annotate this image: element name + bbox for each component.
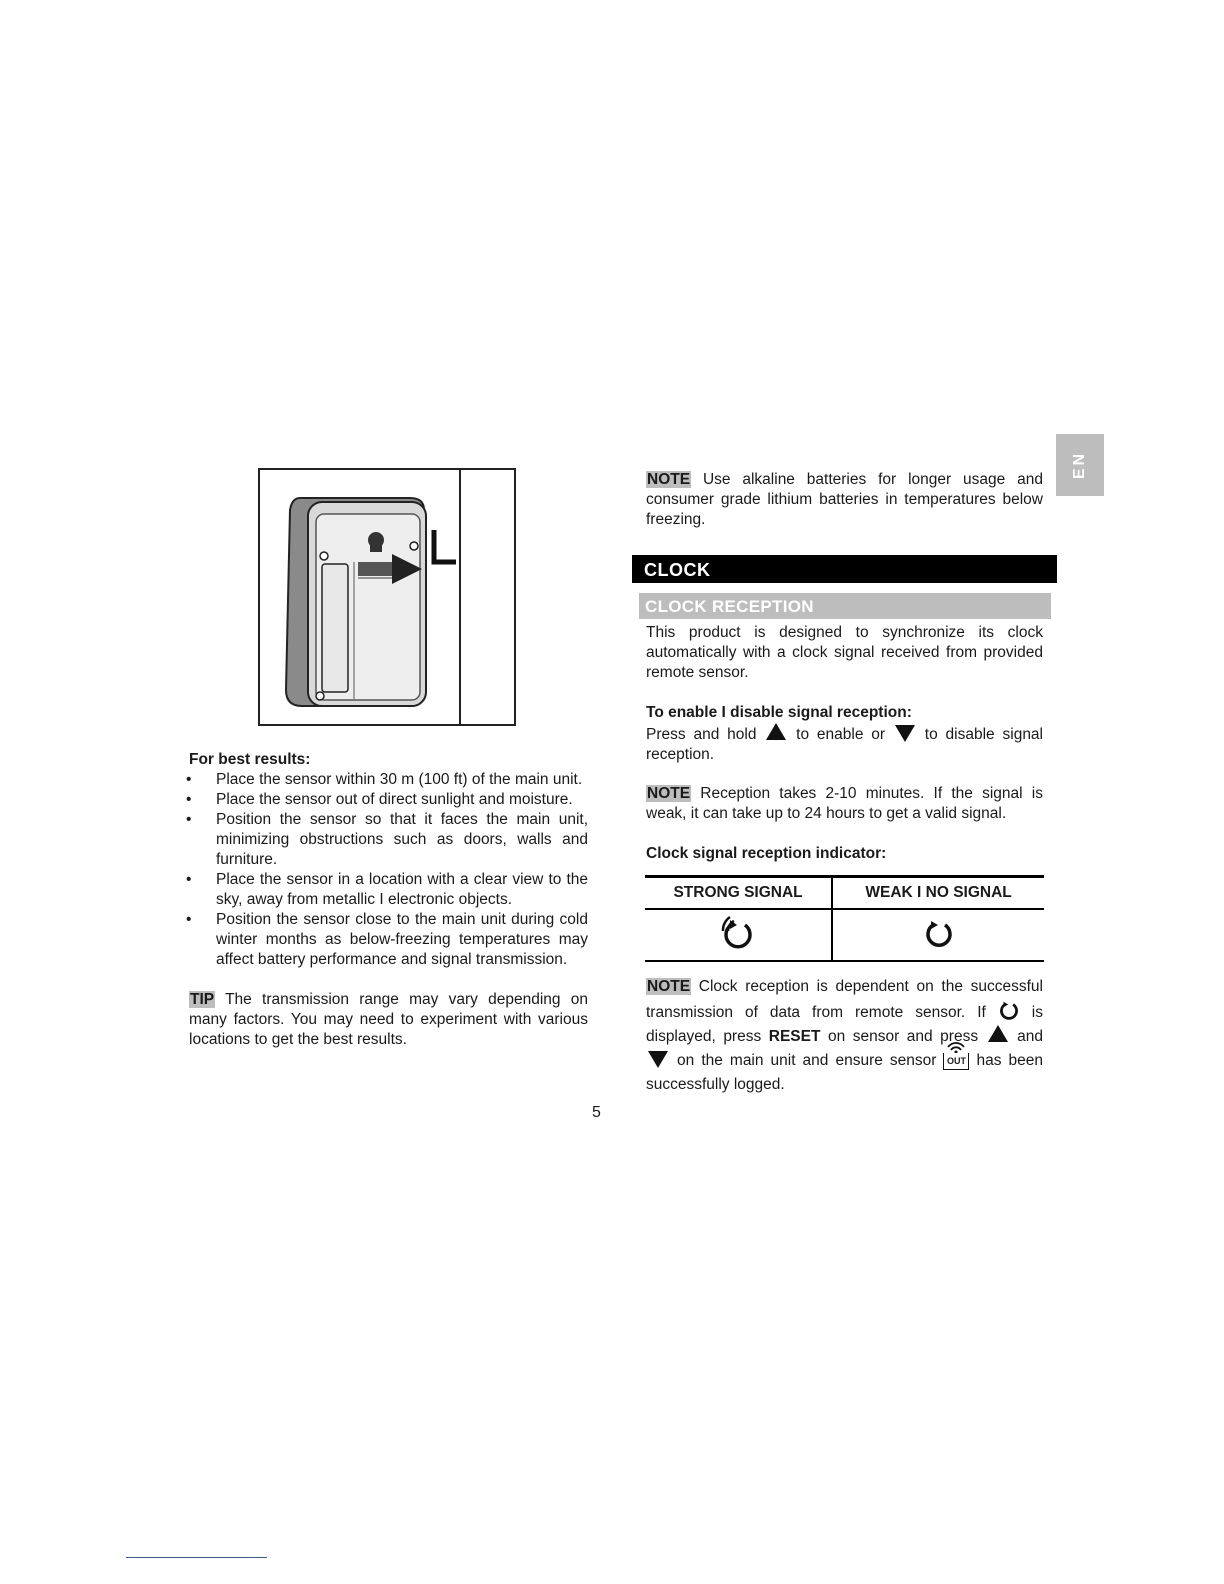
- enable-text-part: to enable or: [796, 726, 886, 743]
- note-clock-dependency: [646, 975, 1043, 1097]
- down-arrow-icon: [895, 725, 915, 742]
- bottom-divider: [126, 1557, 267, 1558]
- tip-label: TIP: [190, 991, 215, 1008]
- note-label: NOTE: [647, 785, 691, 802]
- weak-signal-icon: [998, 999, 1020, 1021]
- list-item: • Position the sensor so that it faces the main unit, minimizing obstructions such as doors, walls and furniture.: [189, 810, 588, 870]
- table-header-weak: WEAK I NO SIGNAL: [832, 877, 1044, 910]
- section-title-clock: CLOCK: [632, 555, 1057, 583]
- tip-paragraph: [189, 990, 588, 1050]
- clock-intro: This product is designed to synchronize its clock automatically with a clock signal received from provided remote sensor.: [646, 624, 1043, 681]
- down-arrow-icon: [648, 1051, 668, 1068]
- note-text: and: [1017, 1028, 1044, 1045]
- strong-signal-cell: [645, 909, 832, 961]
- best-results-list: [189, 770, 588, 970]
- note-text: has been successfully logged.: [646, 1052, 1044, 1093]
- strong-signal-icon: [720, 915, 756, 951]
- language-tab: [1056, 434, 1104, 496]
- note-text: Use alkaline batteries for longer usage and consumer grade lithium batteries in temperatures below freezing.: [646, 471, 1043, 528]
- note-text: Clock reception is dependent on the successful transmission of data from remote sensor. If: [646, 978, 1043, 1021]
- note-clock-dependency-text: [646, 975, 1043, 1097]
- note-reception-time: [646, 784, 1043, 824]
- enable-text-part: Press and hold: [646, 726, 757, 743]
- language-tab-label: EN: [1071, 450, 1088, 480]
- list-item: • Position the sensor close to the main unit during cold winter months as below-freezing temperatures may affect battery performance and signal transmission.: [189, 910, 588, 970]
- wireless-signal-icon: [943, 1039, 969, 1053]
- subsection-title-clock-reception: CLOCK RECEPTION: [639, 593, 1051, 619]
- note-text: on the main unit and ensure sensor: [677, 1052, 937, 1069]
- enable-disable-text: [646, 723, 1043, 765]
- out-sensor-icon: [943, 1049, 969, 1071]
- note-label: NOTE: [647, 471, 691, 488]
- table-header-strong: STRONG SIGNAL: [645, 877, 832, 910]
- up-arrow-icon: [766, 723, 786, 740]
- enable-text-part: to disable signal reception.: [646, 726, 1043, 763]
- page-number: 5: [592, 1104, 601, 1121]
- weak-signal-icon: [923, 917, 955, 949]
- up-arrow-icon: [988, 1025, 1008, 1042]
- note-batteries: [646, 470, 1043, 530]
- out-label: OUT: [943, 1053, 969, 1070]
- weak-signal-cell: [832, 909, 1044, 961]
- list-item: • Place the sensor within 30 m (100 ft) of the main unit.: [189, 770, 588, 790]
- sensor-back-icon: [260, 470, 514, 724]
- note-text: on sensor and press: [827, 1028, 979, 1045]
- list-item: • Place the sensor in a location with a clear view to the sky, away from metallic I electronic objects.: [189, 870, 588, 910]
- tip-text: The transmission range may vary depending on many factors. You may need to experiment with various locations to get the best results.: [189, 991, 588, 1048]
- clock-reception-body: [646, 623, 1043, 864]
- reset-button-label: RESET: [768, 1028, 821, 1045]
- list-item: • Place the sensor out of direct sunlight and moisture.: [189, 790, 588, 810]
- sensor-illustration: [258, 468, 516, 726]
- best-results-section: [189, 750, 588, 1050]
- enable-disable-heading: To enable I disable signal reception:: [646, 704, 912, 721]
- note-text: Reception takes 2-10 minutes. If the signal is weak, it can take up to 24 hours to get a valid signal.: [646, 785, 1043, 822]
- signal-indicator-table: [645, 875, 1044, 962]
- best-results-heading: For best results:: [189, 751, 311, 768]
- note-label: NOTE: [647, 978, 691, 995]
- indicator-heading: Clock signal reception indicator:: [646, 845, 887, 862]
- right-column: [646, 470, 1043, 530]
- note-text: is displayed, press: [646, 1004, 1043, 1045]
